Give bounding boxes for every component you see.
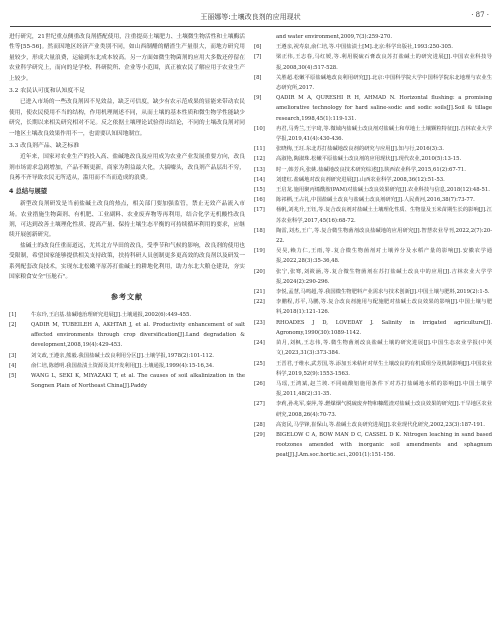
reference-text: 吴昊,赖力仁,王雨,等.复合微生物菌剂对土壤养分及水稻产量的影响[J].安徽农学通报,2022,28(3):35-36,48. (276, 248, 492, 265)
reference-number: [24] (254, 340, 265, 347)
subsection-heading-3-2: 3.2 农民认可度和认知度不足 (9, 88, 86, 95)
reference-text: 高宽民,马学锋,崔保山,等.盐碱土改良研究进展[J].农业现代化研究,2002,23(3):187-191. (276, 421, 485, 428)
paragraph: 新型改良剂研发是当前盐碱土改良的热点，相关部门要加强监管，禁止无效产品流入市场。农业措施生物菌剂、有机肥、工业副料、农业废弃物等再利用，结合化学无机酸性改良剂，可达到改善土壤理化性质、提高产量、保持土壤生态平衡的可持续循环利用的要求，应继续开展创新研究。 (9, 201, 245, 239)
reference-item (254, 144, 492, 154)
paragraph: 进行研究，21世纪重点侧重改良剂搭配使用，注重提高土壤肥力、土壤微生物活性和土壤酶活性等[55-56]。然而因地区经济产业类别不同，如山西制醋的醋渣生产量很大，而地方研究用量较少，形成大量浪费，运输到东北成本较高。另一方面如微生物菌剂的应用大多数还停留在农业科学研究上，而向的是学校、科研院所、企业等小范围，真正被农民了解应用于农业生产上较少。 (9, 34, 245, 82)
reference-item (254, 267, 492, 287)
reference-number: [14] (254, 176, 265, 183)
reference-text: 牛东玲,王启基.盐碱地治理研究进展[J].土壤通报,2002(6):449-455. (31, 311, 192, 318)
reference-item (9, 320, 245, 351)
paragraph: 盐碱土的改良任重而道远，尤其北方旱田的改良，受季节和气候的影响，改良剂的使用也受限制，希望国家能够提供相关支持政策，扶持科研人员创制更多更高效的改良剂以及研发一系列配套改良技术，实现东北松嫩平原苏打盐碱土的耕地化利用，助力东北大粮仓建设，夯实国家粮食安全"压舱石"。 (9, 242, 245, 280)
reference-item (254, 73, 492, 93)
reference-item (254, 175, 492, 185)
reference-number: [18] (254, 227, 265, 234)
reference-list (9, 310, 245, 392)
reference-text: and water environment,2009,7(3):259-270. (276, 34, 393, 40)
reference-number: [29] (254, 431, 265, 438)
section-heading-4: 4 总结与展望 (9, 187, 48, 195)
reference-item (9, 351, 245, 361)
reference-item (254, 93, 492, 124)
reference-number: [22] (254, 299, 265, 306)
reference-number: [1] (9, 311, 17, 318)
reference-number: [16] (254, 197, 265, 204)
reference-text: 李莉,孙兆军,秦萍,等.燃煤烟气脱硫废弃物和糠醛渣对盐碱土改良效果的研究[J].干旱地区农业研究,2008,26(4):70-73. (276, 401, 492, 418)
reference-item (254, 420, 492, 430)
reference-item (254, 338, 492, 358)
reference-item (254, 318, 492, 338)
reference-text: BIGELOW C A, BOW MAN D C, CASSEL D K. Nitrogen leaching in sand based rootzones amended with inorganic soil amendments and sphagnum peat[J].J.Am.soc.hortic.sci.,2001(1):151-156. (276, 431, 492, 459)
paragraph: 已进入市场的一些改良剂因不见效益，缺乏可信度，缺少有农示范成果的显能来带动农民使用，使农民使用不当的结构，作用机理阐述不同，从而土壤的基本性质和微生物学性能缺少研究，长期以来相关研究相对不足。反之依据土壤理论试验得出结论，不同的土壤改良剂对同一地区土壤改良效果作用不一，也需要认知因地制宜。 (9, 99, 245, 137)
reference-text: 梁正伟,王志春,马红媛,等.利用脱硫石膏改良苏打盐碱土的研究进展[J].中国农业科技导报,2008,30(4):517-528. (276, 54, 492, 71)
reference-number: [25] (254, 360, 265, 367)
page-number: · 87 · (471, 11, 489, 19)
reference-number: [8] (254, 74, 262, 81)
reference-number: [13] (254, 166, 265, 173)
reference-number: [10] (254, 125, 265, 132)
reference-item (254, 165, 492, 175)
reference-text: 苗月,刘枫,王志伟,等.微生物菌剂改良盐碱土壤的研究进展[J].中国生态农业学报(中英文),2023,31(3):373-384. (276, 340, 492, 357)
reference-number: [15] (254, 187, 265, 194)
reference-text: 王遵亲,祝寿泉,俞仁培,等.中国盐渍土[M].北京:科学出版社,1993:250-305. (276, 44, 453, 51)
reference-item (254, 246, 492, 266)
subsection-heading-3-3: 3.3 改良剂产品、缺乏标准 (9, 143, 80, 150)
reference-text: RHOADES J D, LOVEDAY J. Salinity in irrigated agriculture[J]. Agronomy,1990(30):1089-1142. (276, 319, 492, 336)
reference-text: 杨帆,刘兆升,王钰,等.复合改良剂对盐碱土土壤理化性质、生物量及玉米苗期生长的影响[J].江苏农业科学,2017,45(16):68-72. (276, 207, 492, 224)
reference-number: [6] (254, 44, 262, 51)
reference-number (254, 32, 276, 42)
reference-number: [20] (254, 268, 265, 275)
right-column (254, 32, 492, 617)
reference-text: 王晋君,于维水,武芳国,等.添加玉米秸秆对草生土壤改良的有机质组分及机制影响[J].中国农业科学,2019,52(9):1553-1563. (276, 360, 492, 377)
reference-number: [27] (254, 401, 265, 408)
references-heading: 参考文献 (111, 293, 143, 302)
running-header (10, 8, 491, 27)
reference-number: [2] (9, 321, 17, 328)
reference-text: 刘建红.盐碱地对改良剂研究进展[J].山西农业科学,2008,36(12):51-53. (276, 176, 445, 183)
reference-number: [11] (254, 146, 265, 153)
reference-item (254, 399, 492, 419)
reference-item (254, 124, 492, 144)
left-column (9, 32, 245, 617)
reference-number: [26] (254, 380, 265, 387)
reference-number: [23] (254, 319, 265, 326)
header-title: 王丽娜等:土壤改良剂的应用现状 (200, 13, 301, 21)
reference-item (254, 226, 492, 246)
reference-item (254, 42, 492, 52)
reference-item (254, 52, 492, 72)
reference-item (254, 185, 492, 195)
reference-list-continued (254, 32, 492, 461)
reference-number: [28] (254, 421, 265, 428)
reference-text: QADIR M A, QURESHI R H, AHMAD N. Horizontal flushing: a promising ameliorative technology for hard saline-sodic and sodic soils[J].Soil & tillage research,1998,45(1):119-131. (276, 95, 492, 122)
reference-number: [21] (254, 289, 265, 296)
reference-text: 时一,韩芳兵,张姚.盐碱地改良技术研究综述[J].陕西农业科学,2015,61(2):67-71. (276, 166, 466, 173)
reference-text: 王启龙.施用聚丙烯酰胺(PAM)对盐碱土改良效果研究[J].农业科技与信息,2018(12):48-51. (276, 187, 490, 194)
reference-text: 李鹏程,苏平,马鹏,等.复合改良剂施用与配施肥对盐碱土改良效果的影响[J].中国土壤与肥料,2018(1):121-126. (276, 299, 492, 316)
reference-text: 李悦,孟慧,马鸣超,等.我国微生物肥料产业需求与技术创新[J].中国土壤与肥料,2019(2):1-5. (276, 289, 490, 296)
reference-item (9, 310, 245, 320)
reference-item (254, 154, 492, 164)
reference-text: 俞仁培,陈德明.我国盐渍土资源及其开发利用[J].土壤通报,1999(4):15-16,34. (31, 362, 214, 369)
reference-number: [19] (254, 248, 265, 255)
reference-text: 陶雷,刘杰,王广,等.复合微生物菌剂改良盐碱地的应用研究[J].智慧农业导刊,2022,2(7):20-22. (276, 227, 492, 245)
reference-text: 陈祁栖,王占礼,中国盐碱土改良与盐碱土改良剂研究[J].人民黄河,2016,38(7):73-77. (276, 197, 475, 204)
paragraph: 近年来，国家对农业生产的投入高、盐碱地改良及应用成为农业产业发展重要方向，改良剂市场需求急剧增加，产品不断更新，商家为利益最大化，大搞噱头，改良剂产品层出不穷，良莠不齐导致农民无所适从，滥用而不当而造成的浪费。 (9, 154, 245, 182)
reference-item (254, 32, 492, 42)
reference-text: WANG L, SEKI K, MIYAZAKI T, et al. The causes of soil alkalinization in the Songnen Plain of Northeast China[J].Paddy (31, 372, 245, 390)
reference-item (254, 205, 492, 225)
reference-item (254, 287, 492, 297)
reference-text: QADIR M, TUBEILEH A, AKHTAR J, et al. Productivity enhancement of salt affected environments through crop diversification[J].Land degradation & development,2008,19(4):429-453. (31, 321, 245, 349)
reference-item (254, 359, 492, 379)
reference-text: 马瑶,王鸿斌,赵兰坡.不同硫酸铝施用条件下对苏打盐碱地水稻的影响[J].中国土壤学报,2011,48(2):31-35. (276, 380, 492, 398)
reference-item (254, 379, 492, 399)
reference-item (9, 371, 245, 391)
reference-text: 关胜超.松嫩平原盐碱地改良利用研究[J].北京:中国科学院大学中国科学院东北地理与农业生态研究所,2017. (276, 74, 492, 92)
reference-number: [5] (9, 372, 17, 379)
reference-number: [7] (254, 54, 262, 61)
reference-number: [9] (254, 95, 262, 102)
reference-text: 冉君,马秀兰,王宇琦,等.微域内盐碱土改良剂对盐碱土和草地土土壤颗粒特征[J].吉林农业大学学报,2019,41(4):430-436. (276, 125, 492, 143)
reference-item (9, 361, 245, 371)
reference-number: [4] (9, 362, 17, 369)
reference-number: [12] (254, 156, 265, 163)
reference-item (254, 297, 492, 317)
reference-item (254, 430, 492, 461)
reference-text: 高淑艳,陶淑珠.松嫩平原盐碱土改良剂的应用现状[J].现代农业,2010(5):13-15. (276, 156, 462, 163)
reference-text: 刘文政,王遵亲,熊毅.我国盐碱土改良利用分区[J].土壤学报,1978(2):101-112. (31, 352, 214, 359)
reference-number: [3] (9, 352, 17, 359)
reference-item (254, 195, 492, 205)
reference-text: 张宁,张骞,刘筱涵,等.复合微生物菌剂在苏打盐碱土改良中的应用[J].吉林农业大学学报,2024(2):290-296. (276, 268, 492, 285)
reference-text: 张晓梅,王玨.东北苏打盐碱地改良剂的研究与应用[J].知与行,2016(3):3. (276, 146, 444, 153)
reference-number: [17] (254, 207, 265, 214)
